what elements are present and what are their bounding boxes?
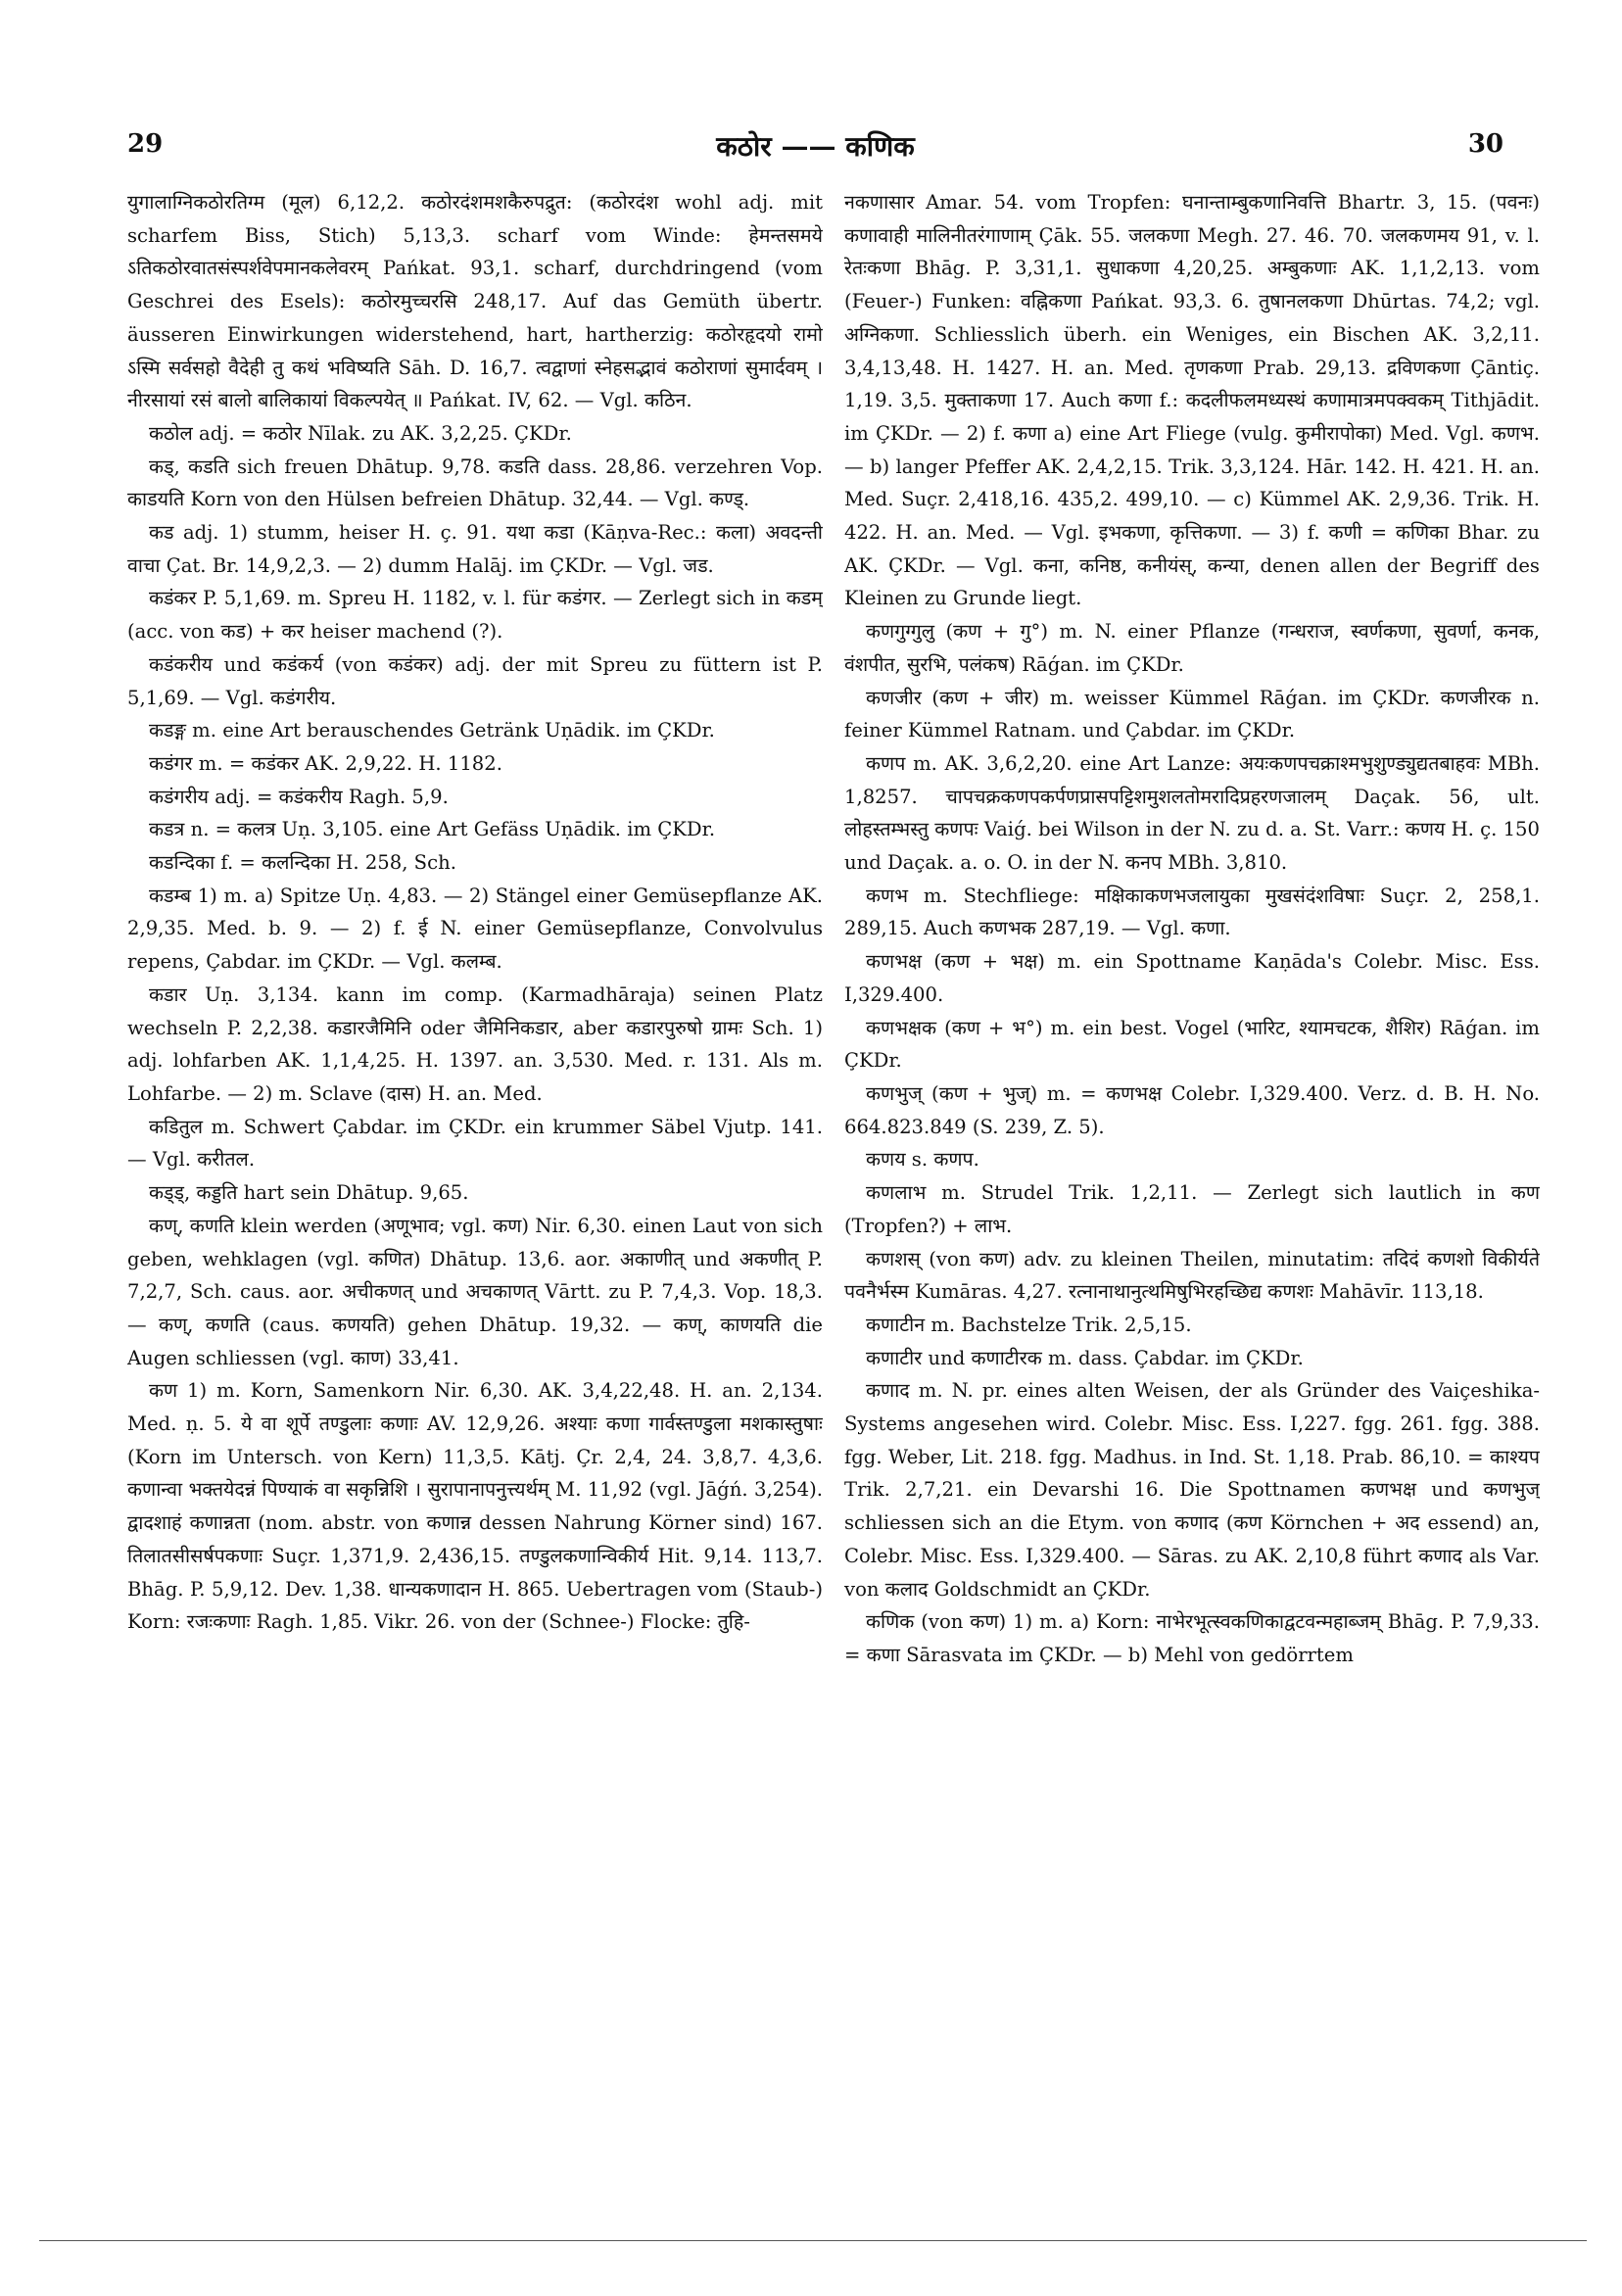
dictionary-entry: कणाटीर und कणाटीरक m. dass. Çabdar. im ÇKDr. (866, 1346, 1304, 1369)
dictionary-entry: नकणासार Amar. 54. vom Tropfen: घनान्ताम्बुकणानिवत्ति Bhartr. 3, 15. (पवनः) कणावाही मालिनीतरंगाणाम् Çāk. 55. जलकणा Megh. 27. 46. 70. जलकणमय 91, v. l. रेतःकणा Bhāg. P. 3,31,1. सुधाकणा 4,20,25. अम्बुकणाः AK. 1,1,2,13. vom (Feuer-) Funken: वह्निकणा Pańkat. 93,3. 6. तुषानलकणा Dhūrtas. 74,2; vgl. अग्निकणा. Schliesslich überh. ein Weniges, ein Bischen AK. 3,2,11. 3,4,13,48. H. 1427. H. an. Med. तृणकणा Prab. 29,13. द्रविणकणा Çāntiç. 1,19. 3,5. मुक्ताकणा 17. Auch कणा f.: कदलीफलमध्यस्थं कणामात्रमपक्वकम् Tithjādit. im ÇKDr. — 2) f. कणा a) eine Art Fliege (vulg. कुमीरापोका) Med. Vgl. कणभ. — b) langer Pfeffer AK. 2,4,2,15. Trik. 3,3,124. Hār. 142. H. 421. H. an. Med. Suçr. 2,418,16. 435,2. 499,10. — c) Kümmel AK. 2,9,36. Trik. H. 422. H. an. Med. — Vgl. इभकणा, कृत्तिकणा. — 3) f. कणी = कणिका Bhar. zu AK. ÇKDr. — Vgl. कना, कनिष्ठ, कनीयंस्, कन्या, denen allen der Begriff des Kleinen zu Grunde liegt. (844, 191, 1540, 610)
dictionary-entry: कडंगर m. = कडंकर AK. 2,9,22. H. 1182. (149, 751, 502, 775)
dictionary-entry: कणय s. कणप. (866, 1148, 979, 1172)
dictionary-entry: कडंकरीय und कडंकर्य (von कडंकर) adj. der mit Spreu zu füttern ist P. 5,1,69. — Vgl. कडंगरीय. (127, 652, 823, 709)
dictionary-entry: कणलाभ m. Strudel Trik. 1,2,11. — Zerlegt sich lautlich in कण (Tropfen?) + लाभ. (844, 1181, 1540, 1237)
dictionary-entry: कड adj. 1) stumm, heiser H. ç. 91. यथा कडा (Kāṇva-Rec.: कला) अवदन्ती वाचा Çat. Br. 14,9,2,3. — 2) dumm Halāj. im ÇKDr. — Vgl. जड. (127, 521, 823, 577)
dictionary-entry: कठोल adj. = कठोर Nīlak. zu AK. 3,2,25. ÇKDr. (149, 421, 572, 445)
dictionary-entry: कडंकर P. 5,1,69. m. Spreu H. 1182, v. l. für कडंगर. — Zerlegt sich in कडम् (acc. von कड) + कर heiser machend (?). (127, 587, 823, 644)
dictionary-entry: कणभक्ष (कण + भक्ष) m. ein Spottname Kaṇāda's Colebr. Misc. Ess. I,329.400. (844, 950, 1540, 1006)
dictionary-entry: कडन्दिका f. = कलन्दिका H. 258, Sch. (149, 851, 456, 875)
dictionary-entry: कडङ्ग m. eine Art berauschendes Getränk Uṇādik. im ÇKDr. (149, 719, 715, 742)
dictionary-entry: कड्ड्, कड्डति hart sein Dhātup. 9,65. (149, 1181, 469, 1205)
dictionary-entry: कडितुल m. Schwert Çabdar. im ÇKDr. ein krummer Säbel Vjutp. 141. — Vgl. करीतल. (127, 1115, 823, 1172)
page-number-left: 29 (127, 129, 164, 159)
dictionary-entry: कडत्र n. = कलत्र Uṇ. 3,105. eine Art Gefäss Uṇādik. im ÇKDr. (149, 818, 716, 841)
running-title: कठोर —— कणिक (716, 130, 915, 163)
dictionary-entry: कणिक (von कण) 1) m. a) Korn: नाभेरभूत्स्वकणिकाद्वटवन्महाब्जम् Bhāg. P. 7,9,33. = कणा Sārasvata im ÇKDr. — b) Mehl von gedörrtem (844, 1610, 1540, 1666)
dictionary-entry: कणप m. AK. 3,6,2,20. eine Art Lanze: अयःकणपचक्राश्मभुशुण्ड्युद्यतबाहवः MBh. 1,8257. चापचक्रकणपकर्पणप्रासपट्टिशमुशलतोमरादिप्रहरणजालम् Daçak. 56, ult. लोहस्तम्भस्तु कणपः Vaiǵ. bei Wilson in der N. zu d. a. St. Varr.: कणय H. ç. 150 und Daçak. a. o. O. in der N. कनप MBh. 3,810. (844, 751, 1540, 875)
dictionary-entry: कण्, कणति klein werden (अणूभाव; vgl. कण) Nir. 6,30. einen Laut von sich geben, wehklagen (vgl. कणित) Dhātup. 13,6. aor. अकाणीत् und अकणीत् P. 7,2,7, Sch. caus. aor. अचीकणत् und अचकाणत् Vārtt. zu P. 7,4,3. Vop. 18,3. — कण्, कणति (caus. कणयति) gehen Dhātup. 19,32. — कण्, काणयति die Augen schliessen (vgl. काण) 33,41. (127, 1214, 823, 1369)
dictionary-entry: कणाटीन m. Bachstelze Trik. 2,5,15. (866, 1313, 1192, 1336)
dictionary-entry: कडंगरीय adj. = कडंकरीय Ragh. 5,9. (149, 785, 449, 808)
dictionary-entry: कणजीर (कण + जीर) m. weisser Kümmel Rāǵan. im ÇKDr. कणजीरक n. feiner Kümmel Ratnam. und Çabdar. im ÇKDr. (844, 686, 1540, 742)
footer-rule (39, 2240, 1587, 2241)
dictionary-entry: कणभुज् (कण + भुज्) m. = कणभक्ष Colebr. I,329.400. Verz. d. B. H. No. 664.823.849 (S. 239, Z. 5). (844, 1081, 1540, 1138)
dictionary-entry: कणशस् (von कण) adv. zu kleinen Theilen, minutatim: तदिदं कणशो विकीर्यते पवनैर्भस्म Kumāras. 4,27. रत्नानाथानुत्थमिषुभिरहच्छिद्य कणशः Mahāvīr. 113,18. (844, 1247, 1540, 1304)
dictionary-entry: युगालाग्निकठोरतिग्म (मूल) 6,12,2. कठोरदंशमशकैरुपद्रुत: (कठोरदंश wohl adj. mit scharfem Biss, Stich) 5,13,3. scharf vom Winde: हेमन्तसमये ऽतिकठोरवातसंस्पर्शवेपमानकलेवरम् Pańkat. 93,1. scharf, durchdringend (vom Geschrei des Esels): कठोरमुच्चरसि 248,17. Auf das Gemüth übertr. äusseren Einwirkungen widerstehend, hart, hartherzig: कठोरहृदयो रामो ऽस्मि सर्वसहो वैदेही तु कथं भविष्यति Sāh. D. 16,7. त्वद्वाणां स्नेहसद्भावं कठोराणां सुमार्दवम् । नीरसायां रसं बालो बालिकायां विकल्पयेत् ॥ Pańkat. IV, 62. — Vgl. कठिन. (127, 191, 823, 412)
dictionary-entry: कड्, कडति sich freuen Dhātup. 9,78. कडति dass. 28,86. verzehren Vop. काडयति Korn von den Hülsen befreien Dhātup. 32,44. — Vgl. कण्ड्. (127, 454, 823, 511)
dictionary-entry: कणभक्षक (कण + भ°) m. ein best. Vogel (भारिट, श्यामचटक, शैशिर) Rāǵan. im ÇKDr. (844, 1016, 1540, 1073)
dictionary-entry: कणभ m. Stechfliege: मक्षिकाकणभजलायुका मुखसंदंशविषाः Suçr. 2, 258,1. 289,15. Auch कणभक 287,19. — Vgl. कणा. (844, 884, 1540, 940)
dictionary-entry: कडार Uṇ. 3,134. kann im comp. (Karmadhāraja) seinen Platz wechseln P. 2,2,38. कडारजैमिनि oder जैमिनिकडार, aber कडारपुरुषो ग्रामः Sch. 1) adj. lohfarben AK. 1,1,4,25. H. 1397. an. 3,530. Med. r. 131. Als m. Lohfarbe. — 2) m. Sclave (दास) H. an. Med. (127, 982, 823, 1105)
dictionary-entry: कणाद m. N. pr. eines alten Weisen, der als Gründer des Vaiçeshika-Systems angesehen wird. Colebr. Misc. Ess. I,227. fgg. 261. fgg. 388. fgg. Weber, Lit. 218. fgg. Madhus. in Ind. St. 1,18. Prab. 86,10. = काश्यप Trik. 2,7,21. ein Devarshi 16. Die Spottnamen कणभक्ष und कणभुज् schliessen sich an die Etym. von कणाद (कण Körnchen + अद essend) an, Colebr. Misc. Ess. I,329.400. — Sāras. zu AK. 2,10,8 führt कणाद als Var. von कलाद Goldschmidt an ÇKDr. (844, 1379, 1540, 1601)
dictionary-entry: कडम्ब 1) m. a) Spitze Uṇ. 4,83. — 2) Stängel einer Gemüsepflanze AK. 2,9,35. Med. b. 9. — 2) f. ई N. einer Gemüsepflanze, Convolvulus repens, Çabdar. im ÇKDr. — Vgl. कलम्ब. (127, 884, 823, 974)
page-header (127, 127, 1503, 167)
right-column (844, 186, 1540, 2175)
dictionary-entry: कण 1) m. Korn, Samenkorn Nir. 6,30. AK. 3,4,22,48. H. an. 2,134. Med. ṇ. 5. ये वा शूर्पे तण्डुलाः कणाः AV. 12,9,26. अश्याः कणा गार्वस्तण्डुला मशकास्तुषाः (Korn im Untersch. von Kern) 11,3,5. Kātj. Çr. 2,4, 24. 3,8,7. 4,3,6. कणान्वा भक्तयेदन्नं पिण्याकं वा सकृन्निशि । सुरापानापनुत्त्यर्थम् M. 11,92 (vgl. Jāǵń. 3,254). द्वादशाहं कणान्नता (nom. abstr. von कणान्न dessen Nahrung Körner sind) 167. तिलातसीसर्षपकणाः Suçr. 1,371,9. 2,436,15. तण्डुलकणान्विकीर्य Hit. 9,14. 113,7. Bhāg. P. 5,9,12. Dev. 1,38. धान्यकणादान H. 865. Uebertragen vom (Staub-) Korn: रजःकणाः Ragh. 1,85. Vikr. 26. von der (Schnee-) Flocke: तुहि- (127, 1379, 823, 1634)
left-column (127, 186, 823, 2175)
dictionary-entry: कणगुग्गुलु (कण + गु°) m. N. einer Pflanze (गन्धराज, स्वर्णकणा, सुवर्णा, कनक, वंशपीत, सुरभि, पलंकष) Rāǵan. im ÇKDr. (844, 620, 1540, 676)
page-number-right: 30 (1467, 129, 1503, 159)
